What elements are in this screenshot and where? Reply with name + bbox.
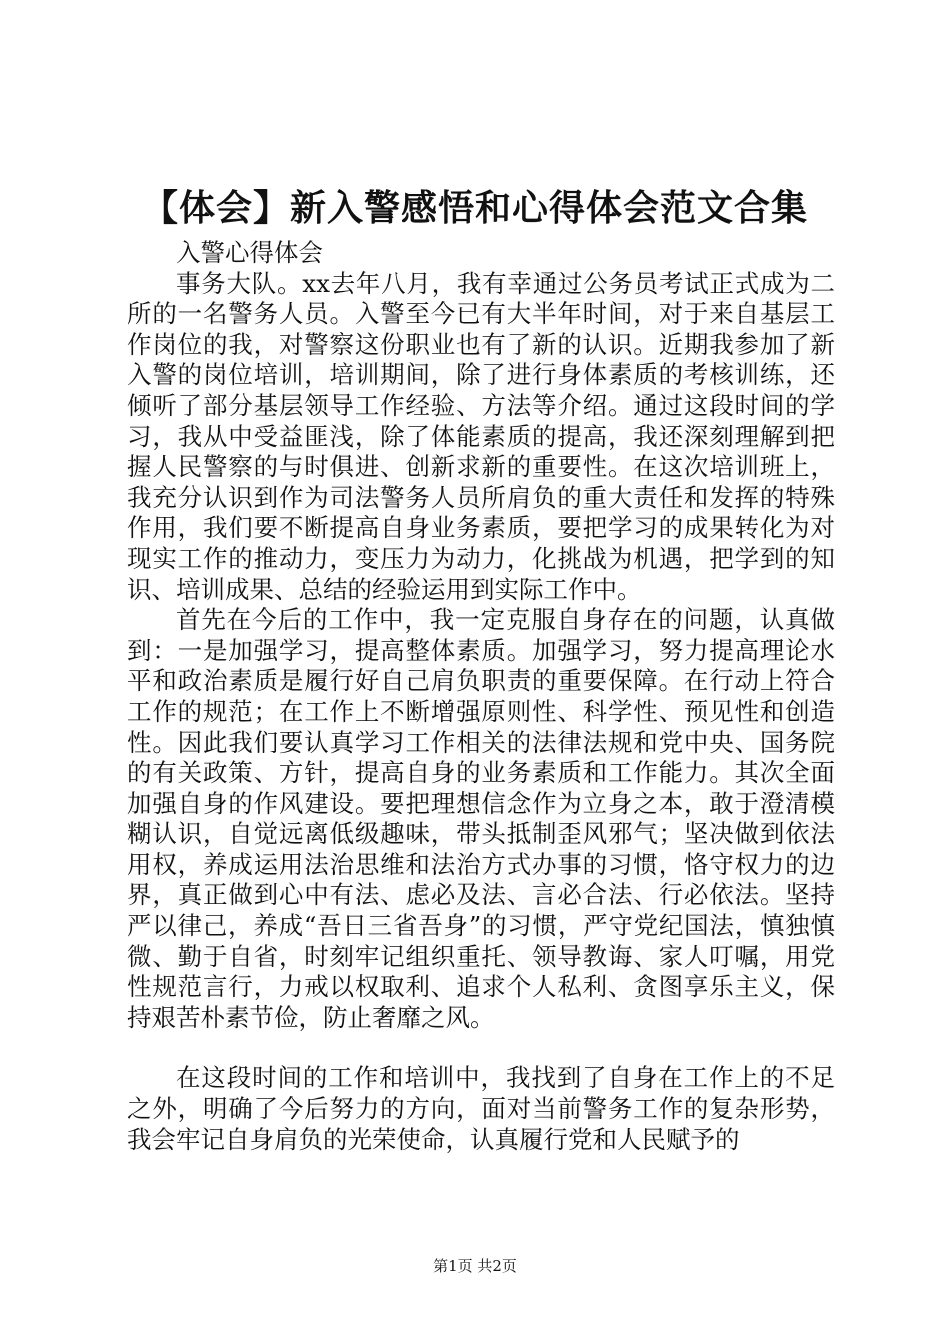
body-paragraph: 首先在今后的工作中，我一定克服自身存在的问题，认真做到：一是加强学习，提高整体素质。加强学习，努力提高理论水平和政治素质是履行好自己肩负职责的重要保障。在行动上符合工作的规范；在工作上不断增强原则性、科学性、预见性和创造性。因此我们要认真学习工作相关的法律法规和党中央、国务院的有关政策、方针，提高自身的业务素质和工作能力。其次全面加强自身的作风建设。要把理想信念作为立身之本，敢于澄清模糊认识，自觉远离低级趣味，带头抵制歪风邪气；坚决做到依法用权，养成运用法治思维和法治方式办事的习惯，恪守权力的边界，真正做到心中有法、虑必及法、言必合法、行必依法。坚持严以律己，养成“吾日三省吾身”的习惯，严守党纪国法，慎独慎微、勤于自省，时刻牢记组织重托、领导教诲、家人叮嘱，用党性规范言行，力戒以权取利、追求个人私利、贪图享乐主义，保持艰苦朴素节俭，防止奢靡之风。 bbox=[127, 605, 835, 1032]
page-title: 【体会】新入警感悟和心得体会范文合集 bbox=[141, 187, 808, 229]
subtitle: 入警心得体会 bbox=[176, 238, 323, 267]
body-paragraph: 在这段时间的工作和培训中，我找到了自身在工作上的不足之外，明确了今后努力的方向，面对当前警务工作的复杂形势，我会牢记自身肩负的光荣使命，认真履行党和人民赋予的 bbox=[127, 1063, 835, 1154]
body-paragraph: 事务大队。xx去年八月，我有幸通过公务员考试正式成为二所的一名警务人员。入警至今已有大半年时间，对于来自基层工作岗位的我，对警察这份职业也有了新的认识。近期我参加了新入警的岗位培训，培训期间，除了进行身体素质的考核训练，还倾听了部分基层领导工作经验、方法等介绍。通过这段时间的学习，我从中受益匪浅，除了体能素质的提高，我还深刻理解到把握人民警察的与时俱进、创新求新的重要性。在这次培训班上，我充分认识到作为司法警务人员所肩负的重大责任和发挥的特殊作用，我们要不断提高自身业务素质，要把学习的成果转化为对现实工作的推动力，变压力为动力，化挑战为机遇，把学到的知识、培训成果、总结的经验运用到实际工作中。 bbox=[127, 268, 835, 604]
document-body bbox=[127, 238, 835, 1155]
page-indicator: 第1页 共2页 bbox=[433, 1257, 517, 1275]
paragraph-gap bbox=[127, 1033, 835, 1063]
